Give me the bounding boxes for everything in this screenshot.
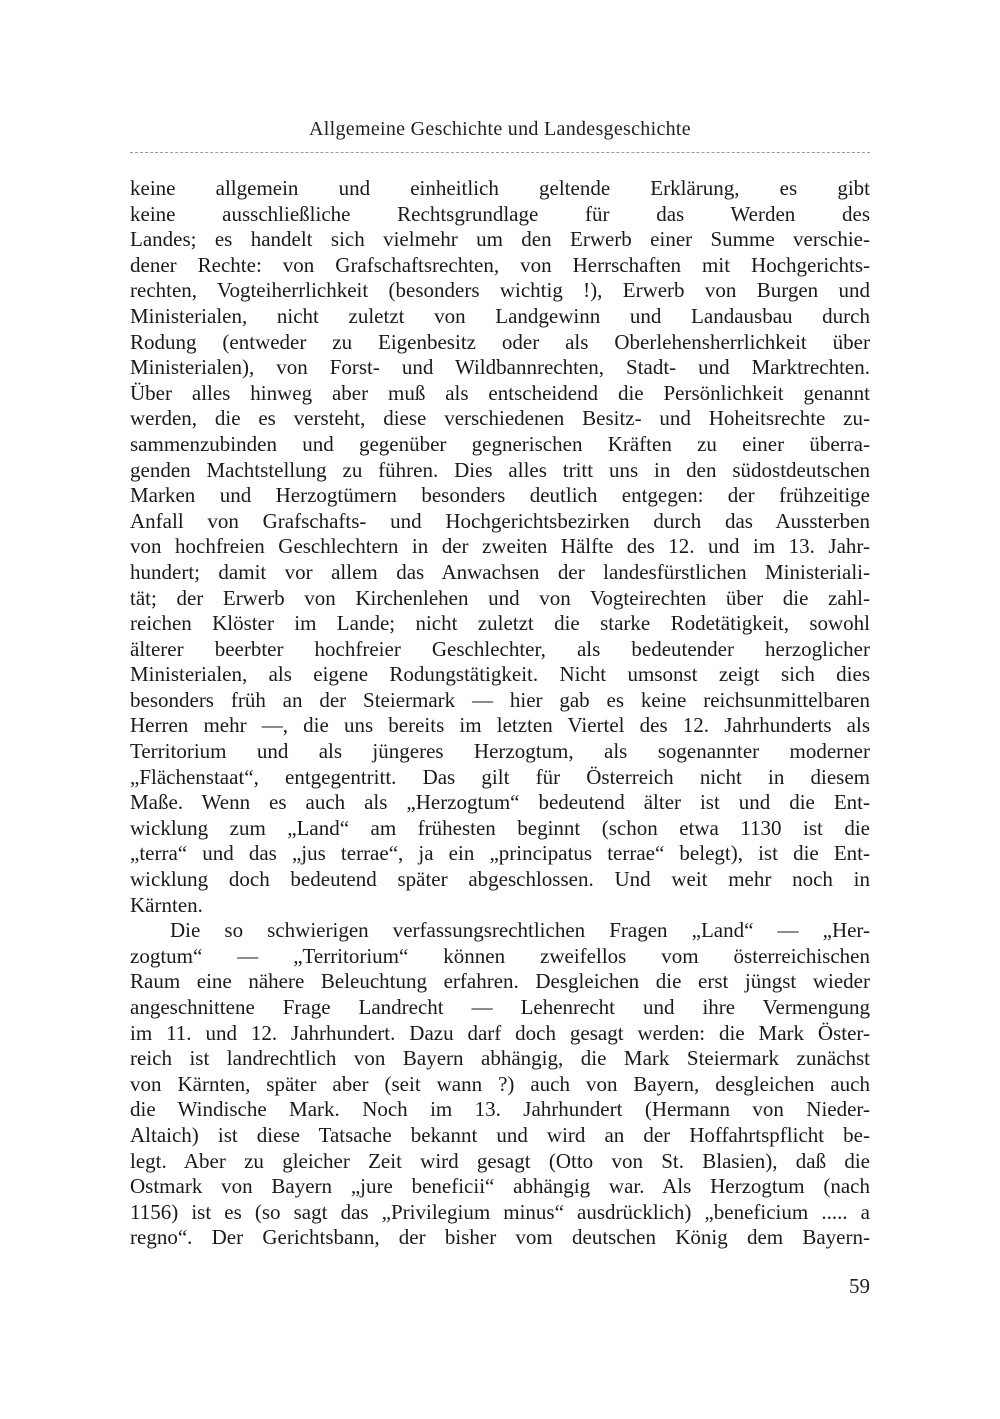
text-line: dener Rechte: von Grafschaftsrechten, von Herrschaften mit Hochgerichts- xyxy=(130,252,870,277)
text-line: regno“. Der Gerichtsbann, der bisher vom deutschen König dem Bayern- xyxy=(130,1225,870,1250)
text-line: „terra“ und das „jus terrae“, ja ein „principatus terrae“ belegt), ist die Ent- xyxy=(130,841,870,866)
text-line: angeschnittene Frage Landrecht — Lehenrecht und ihre Vermengung xyxy=(130,995,870,1019)
page-number: 59 xyxy=(849,1274,870,1298)
text-line: Rodung (entweder zu Eigenbesitz oder als Oberlehensherrlichkeit über xyxy=(130,329,870,354)
text-line: 1156) ist es (so sagt das „Privilegium minus“ ausdrücklich) „beneficium ..... a xyxy=(130,1199,870,1224)
header-rule xyxy=(130,152,870,153)
text-line: reich ist landrechtlich von Bayern abhängig, die Mark Steiermark zunächst xyxy=(130,1046,870,1071)
text-line: im 11. und 12. Jahrhundert. Dazu darf doch gesagt werden: die Mark Öster- xyxy=(130,1020,870,1045)
text-line: reichen Klöster im Lande; nicht zuletzt die starke Rodetätigkeit, sowohl xyxy=(130,611,870,636)
text-line: von Kärnten, später aber (seit wann ?) auch von Bayern, desgleichen auch xyxy=(130,1071,870,1096)
text-line: Über alles hinweg aber muß als entscheidend die Persönlichkeit genannt xyxy=(130,380,870,405)
text-line: Altaich) ist diese Tatsache bekannt und wird an der Hoffahrtspflicht be- xyxy=(130,1122,870,1147)
text-line: Marken und Herzogtümern besonders deutlich entgegen: der frühzeitige xyxy=(130,483,870,508)
running-head: Allgemeine Geschichte und Landesgeschichte xyxy=(309,118,691,140)
text-line: Ministerialen), von Forst- und Wildbannrechten, Stadt- und Marktrechten. xyxy=(130,355,870,380)
text-line: wicklung doch bedeutend später abgeschlossen. Und weit mehr noch in xyxy=(130,867,870,892)
text-line: keine ausschließliche Rechtsgrundlage für das Werden des xyxy=(130,201,870,226)
text-line: Kärnten. xyxy=(130,892,203,917)
text-line: genden Machtstellung zu führen. Dies alles tritt uns in den südostdeutschen xyxy=(130,457,870,482)
body-text xyxy=(130,176,870,1251)
text-line: Raum eine nähere Beleuchtung erfahren. Desgleichen die erst jüngst wieder xyxy=(130,969,870,994)
text-line: Herren mehr —, die uns bereits im letzten Viertel des 12. Jahrhunderts als xyxy=(130,713,870,738)
text-line: Die so schwierigen verfassungsrechtlichen Fragen „Land“ — „Her- xyxy=(170,918,870,943)
text-line: tät; der Erwerb von Kirchenlehen und von Vogteirechten über die zahl- xyxy=(130,585,870,610)
text-line: werden, die es versteht, diese verschiedenen Besitz- und Hoheitsrechte zu- xyxy=(130,406,870,431)
text-line: besonders früh an der Steiermark — hier gab es keine reichsunmittelbaren xyxy=(130,687,870,712)
text-line: von hochfreien Geschlechtern in der zweiten Hälfte des 12. und im 13. Jahr- xyxy=(130,534,870,559)
text-line: Ministerialen, nicht zuletzt von Landgewinn und Landausbau durch xyxy=(130,303,870,328)
text-line: die Windische Mark. Noch im 13. Jahrhundert (Hermann von Nieder- xyxy=(130,1097,870,1122)
text-line: rechten, Vogteiherrlichkeit (besonders wichtig !), Erwerb von Burgen und xyxy=(130,278,870,303)
text-line: Anfall von Grafschafts- und Hochgerichtsbezirken durch das Aussterben xyxy=(130,508,870,533)
text-line: hundert; damit vor allem das Anwachsen der landesfürstlichen Ministeriali- xyxy=(130,559,870,584)
text-line: „Flächenstaat“, entgegentritt. Das gilt für Österreich nicht in diesem xyxy=(130,764,870,789)
text-line: sammenzubinden und gegenüber gegnerischen Kräften zu einer überra- xyxy=(130,431,870,456)
text-line: Territorium und als jüngeres Herzogtum, als sogenannter moderner xyxy=(130,739,870,764)
text-line: legt. Aber zu gleicher Zeit wird gesagt (Otto von St. Blasien), daß die xyxy=(130,1148,870,1173)
text-line: keine allgemein und einheitlich geltende Erklärung, es gibt xyxy=(130,176,870,200)
text-line: Ministerialen, als eigene Rodungstätigkeit. Nicht umsonst zeigt sich dies xyxy=(130,662,870,687)
text-line: Ostmark von Bayern „jure beneficii“ abhängig war. Als Herzogtum (nach xyxy=(130,1174,870,1199)
text-line: wicklung zum „Land“ am frühesten beginnt (schon etwa 1130 ist die xyxy=(130,815,870,840)
text-line: Landes; es handelt sich vielmehr um den Erwerb einer Summe verschie- xyxy=(130,227,870,252)
text-line: zogtum“ — „Territorium“ können zweifellos vom österreichischen xyxy=(130,943,870,968)
text-line: älterer beerbter hochfreier Geschlechter, als bedeutender herzoglicher xyxy=(130,636,870,661)
text-line: Maße. Wenn es auch als „Herzogtum“ bedeutend älter ist und die Ent- xyxy=(130,790,870,815)
